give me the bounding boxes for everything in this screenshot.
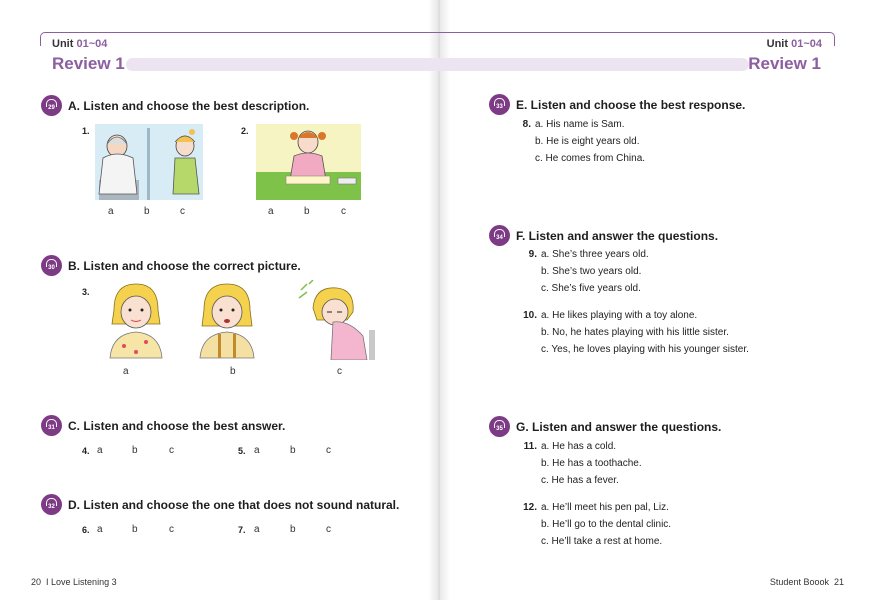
section-e-title: E. Listen and choose the best response. [516, 97, 746, 112]
choice-c: c [326, 524, 331, 535]
question-number: 5. [238, 446, 246, 456]
question-number: 1. [82, 126, 90, 136]
cd-icon: 33 [489, 94, 510, 115]
choice-b: b [132, 524, 138, 535]
answer-line: b. He has a toothache. [541, 458, 642, 469]
choice-b: b [290, 524, 296, 535]
review-title-left: Review 1 [52, 54, 125, 73]
picture-girl-tired [297, 280, 383, 360]
section-c-title: C. Listen and choose the best answer. [68, 418, 286, 433]
book-title: I Love Listening 3 [46, 577, 117, 587]
section-g-heading [489, 416, 721, 437]
answer-line: b. She’s two years old. [541, 266, 642, 277]
cd-icon: 34 [489, 225, 510, 246]
section-b-title: B. Listen and choose the correct picture. [68, 258, 301, 273]
cd-icon: 32 [41, 494, 62, 515]
choice-a: a [123, 366, 129, 377]
page-number: 20 [31, 577, 42, 587]
answer-line: c. Yes, he loves playing with his younger sister. [541, 344, 749, 355]
question-number: 2. [241, 126, 249, 136]
picture-girl-drawing [256, 124, 361, 200]
section-g-title: G. Listen and answer the questions. [516, 419, 722, 434]
unit-label-right: Unit 01~04 [766, 38, 822, 50]
cd-icon: 29 [41, 95, 62, 116]
answer-line: 11. a. He has a cold. [523, 441, 617, 452]
question-number: 4. [82, 446, 90, 456]
section-d-heading [41, 494, 399, 515]
choice-b: b [290, 445, 296, 456]
unit-label-left: Unit 01~04 [52, 38, 108, 50]
choice-c: c [341, 206, 346, 217]
choice-c: c [180, 206, 185, 217]
footer-left [31, 577, 117, 587]
answer-line: 12. a. He’ll meet his pen pal, Liz. [523, 502, 669, 513]
section-a-title: A. Listen and choose the best description. [68, 98, 310, 113]
answer-line: 10. a. He likes playing with a toy alone. [523, 310, 698, 321]
choice-b: b [132, 445, 138, 456]
question-number: 7. [238, 525, 246, 535]
section-f-title: F. Listen and answer the questions. [516, 228, 719, 243]
choice-c: c [337, 366, 342, 377]
cd-icon: 31 [41, 415, 62, 436]
choice-b: b [144, 206, 150, 217]
question-number: 6. [82, 525, 90, 535]
review-bar-left [126, 58, 439, 71]
choice-b: b [304, 206, 310, 217]
answer-line: c. He comes from China. [535, 153, 646, 164]
picture-girl-crying [192, 280, 262, 360]
cd-icon: 35 [489, 416, 510, 437]
book-gutter [428, 0, 450, 600]
choice-b: b [230, 366, 236, 377]
picture-doctor-patient [95, 124, 203, 200]
answer-line: b. No, he hates playing with his little sister. [541, 327, 729, 338]
answer-line: c. He has a fever. [541, 475, 619, 486]
choice-c: c [326, 445, 331, 456]
choice-a: a [97, 524, 103, 535]
answer-line: 8. a. His name is Sam. [522, 119, 625, 130]
choice-a: a [254, 524, 260, 535]
picture-girl-happy [100, 280, 172, 360]
choice-a: a [268, 206, 274, 217]
review-bar-right [439, 58, 749, 71]
footer-right [770, 577, 844, 587]
answer-line: c. He’ll take a rest at home. [541, 536, 663, 547]
cd-icon: 30 [41, 255, 62, 276]
section-e-heading [489, 94, 745, 115]
section-b-heading [41, 255, 301, 276]
review-title-right: Review 1 [748, 54, 821, 73]
choice-a: a [108, 206, 114, 217]
choice-a: a [254, 445, 260, 456]
page-number: 21 [833, 577, 844, 587]
section-a-heading [41, 95, 309, 116]
question-number: 3. [82, 287, 90, 297]
answer-line: b. He’ll go to the dental clinic. [541, 519, 672, 530]
choice-a: a [97, 445, 103, 456]
book-title: Student Boook [769, 577, 829, 587]
choice-c: c [169, 445, 174, 456]
section-c-heading [41, 415, 285, 436]
choice-c: c [169, 524, 174, 535]
section-f-heading [489, 225, 718, 246]
answer-line: c. She’s five years old. [541, 283, 641, 294]
answer-line: b. He is eight years old. [535, 136, 640, 147]
answer-line: 9. a. She’s three years old. [528, 249, 649, 260]
section-d-title: D. Listen and choose the one that does not sound natural. [68, 497, 400, 512]
